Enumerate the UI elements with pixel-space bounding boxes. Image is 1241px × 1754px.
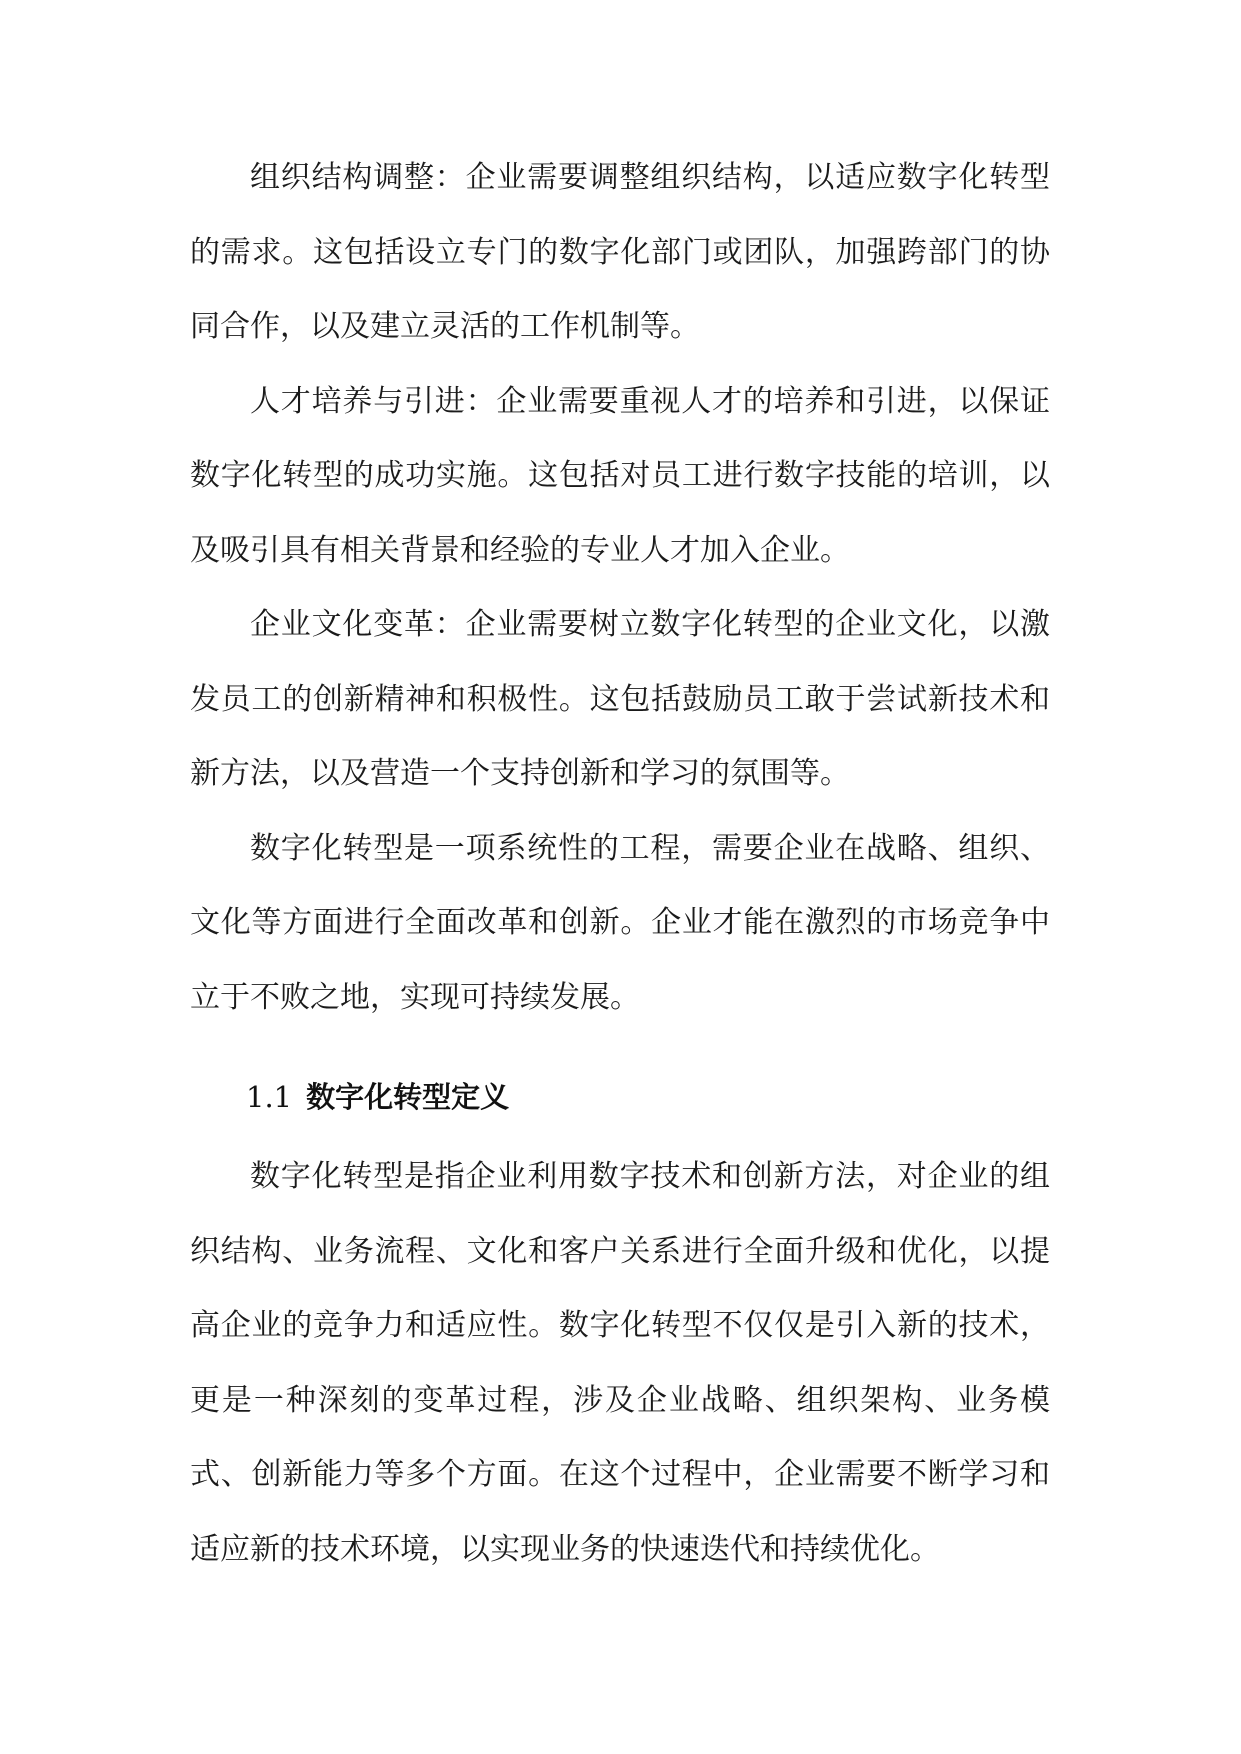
- section-number: 1.1: [246, 1080, 293, 1114]
- section-heading: [190, 1060, 1050, 1134]
- paragraph-summary: 数字化转型是一项系统性的工程，需要企业在战略、组织、文化等方面进行全面改革和创新。企业才能在激烈的市场竞争中立于不败之地，实现可持续发展。: [190, 830, 1050, 1015]
- paragraph-talent: 人才培养与引进：企业需要重视人才的培养和引进，以保证数字化转型的成功实施。这包括对员工进行数字技能的培训，以及吸引具有相关背景和经验的专业人才加入企业。: [190, 383, 1050, 568]
- paragraph-culture: 企业文化变革：企业需要树立数字化转型的企业文化，以激发员工的创新精神和积极性。这包括鼓励员工敢于尝试新技术和新方法，以及营造一个支持创新和学习的氛围等。: [190, 607, 1050, 791]
- spacer: [190, 1035, 1050, 1037]
- section-title: 数字化转型定义: [306, 1080, 510, 1114]
- paragraph-org-structure: 组织结构调整：企业需要调整组织结构，以适应数字化转型的需求。这包括设立专门的数字化部门或团队，加强跨部门的协同合作，以及建立灵活的工作机制等。: [190, 160, 1050, 344]
- paragraph-definition: 数字化转型是指企业利用数字技术和创新方法，对企业的组织结构、业务流程、文化和客户关系进行全面升级和优化，以提高企业的竞争力和适应性。数字化转型不仅仅是引入新的技术，更是一种深刻的变革过程，涉及企业战略、组织架构、业务模式、创新能力等多个方面。在这个过程中，企业需要不断学习和适应新的技术环境，以实现业务的快速迭代和持续优化。: [190, 1159, 1050, 1567]
- document-body: [190, 141, 1050, 1587]
